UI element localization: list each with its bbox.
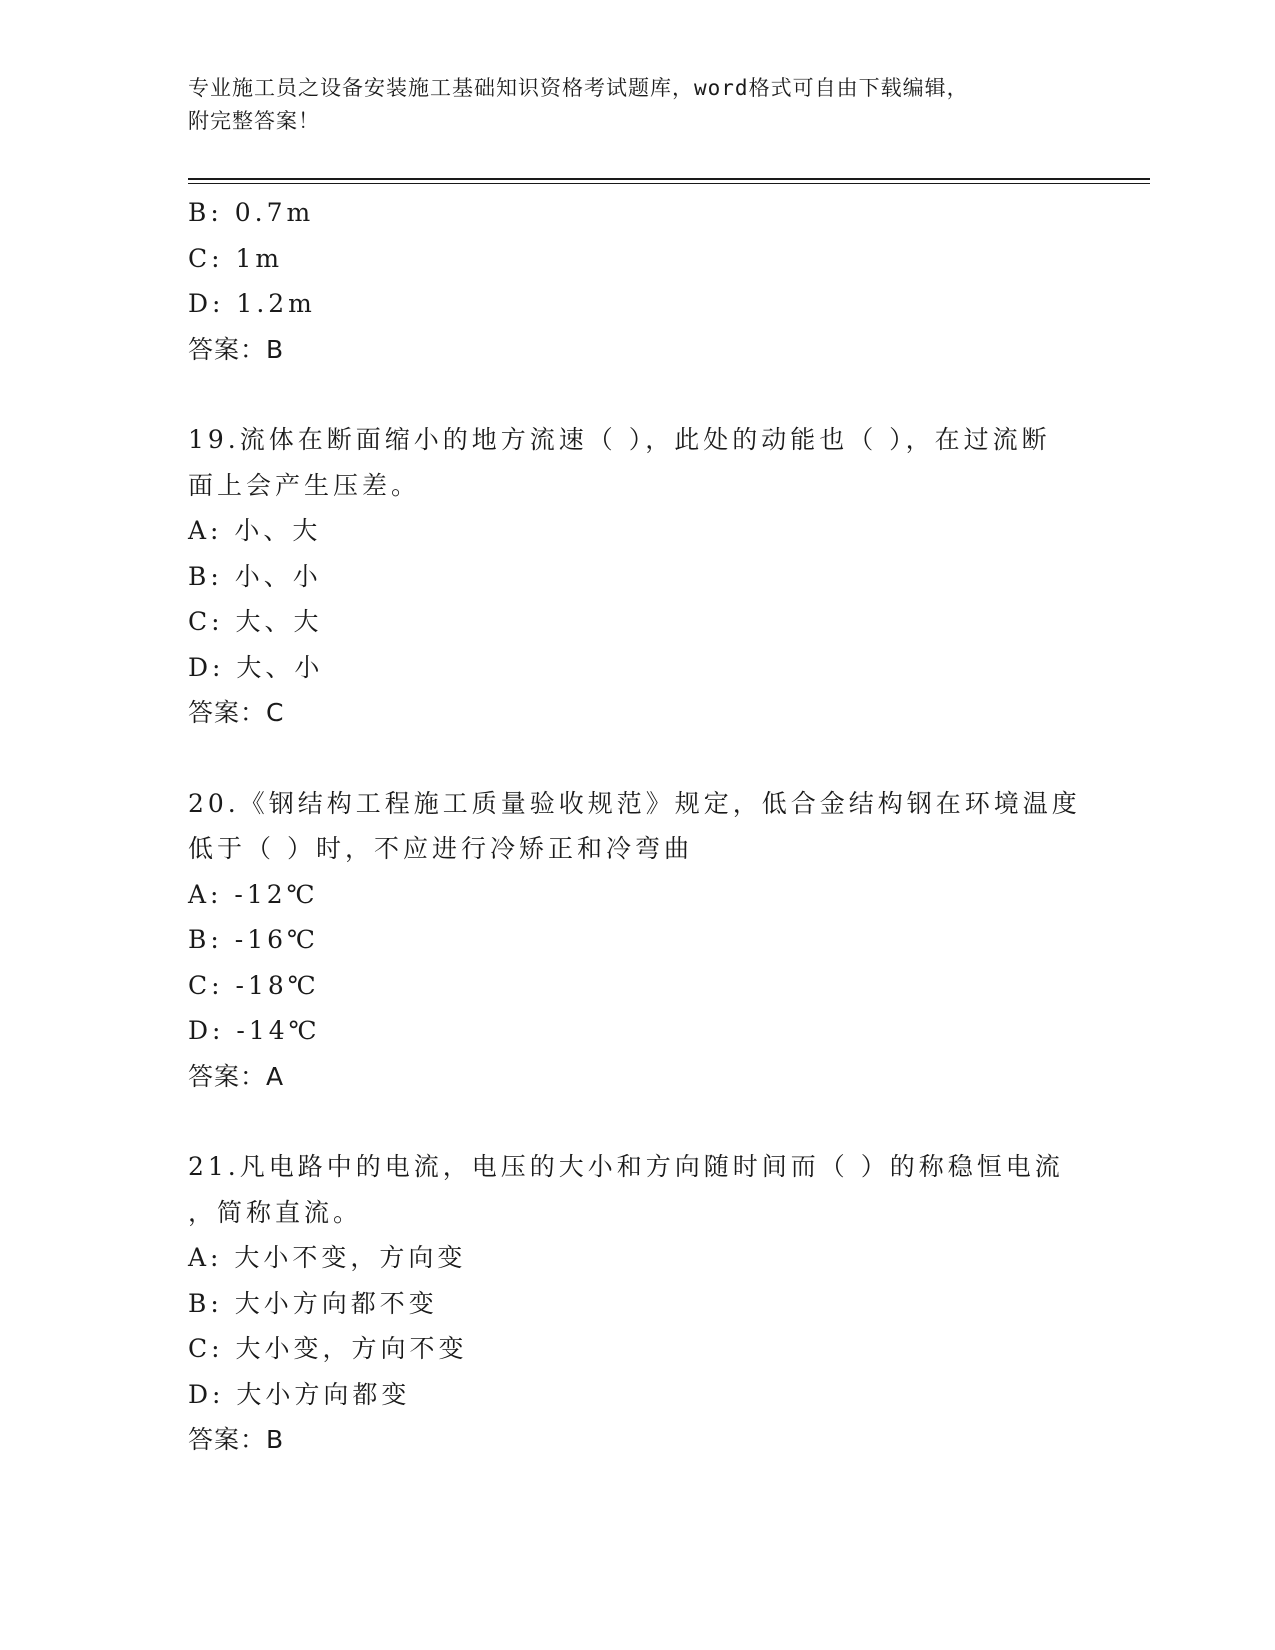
option-c: C: -18℃ <box>188 970 320 1000</box>
question-text-line-2: 面上会产生压差。 <box>188 470 421 500</box>
answer: 答案：C <box>188 698 285 727</box>
option-c: C: 1m <box>188 243 284 273</box>
header-line-1: 专业施工员之设备安装施工基础知识资格考试题库，word格式可自由下载编辑， <box>188 76 969 100</box>
option-b: B: 小、小 <box>188 561 322 591</box>
option-c: C: 大小变，方向不变 <box>188 1334 468 1363</box>
option-d: D: -14℃ <box>188 1016 321 1045</box>
option-d: D: 大、小 <box>188 652 324 682</box>
question-text-line-2: 低于（ ）时，不应进行冷矫正和冷弯曲 <box>188 834 693 863</box>
question-21 <box>188 1144 1088 1463</box>
option-a: A: -12℃ <box>188 879 319 909</box>
question-list <box>188 190 1088 1463</box>
option-d: D: 大小方向都变 <box>188 1379 411 1409</box>
header-divider-thin <box>188 183 1150 184</box>
answer: 答案：A <box>188 1061 285 1091</box>
option-b: B: -16℃ <box>188 925 319 954</box>
spacer <box>188 372 1088 417</box>
question-19 <box>188 417 1088 736</box>
option-d: D: 1.2m <box>188 289 316 318</box>
question-text-line-1: 20.《钢结构工程施工质量验收规范》规定，低合金结构钢在环境温度 <box>188 788 1081 818</box>
answer: 答案：B <box>188 334 285 364</box>
spacer <box>188 1099 1088 1144</box>
document-header <box>188 72 1068 138</box>
question-text-line-1: 21.凡电路中的电流，电压的大小和方向随时间而（ ）的称稳恒电流 <box>188 1152 1064 1181</box>
header-divider-thick <box>188 178 1150 180</box>
option-b: B: 大小方向都不变 <box>188 1288 438 1318</box>
option-b: B: 0.7m <box>188 198 315 227</box>
header-line-2: 附完整答案！ <box>188 109 320 133</box>
spacer <box>188 736 1088 781</box>
answer: 答案：B <box>188 1425 285 1454</box>
question-text-line-2: ，简称直流。 <box>188 1197 363 1227</box>
question-18 <box>188 190 1088 372</box>
option-c: C: 大、大 <box>188 607 323 636</box>
question-20 <box>188 781 1088 1100</box>
question-text-line-1: 19.流体在断面缩小的地方流速（ ），此处的动能也（ ），在过流断 <box>188 425 1051 454</box>
option-a: A: 大小不变，方向变 <box>188 1243 467 1272</box>
option-a: A: 小、大 <box>188 516 322 545</box>
